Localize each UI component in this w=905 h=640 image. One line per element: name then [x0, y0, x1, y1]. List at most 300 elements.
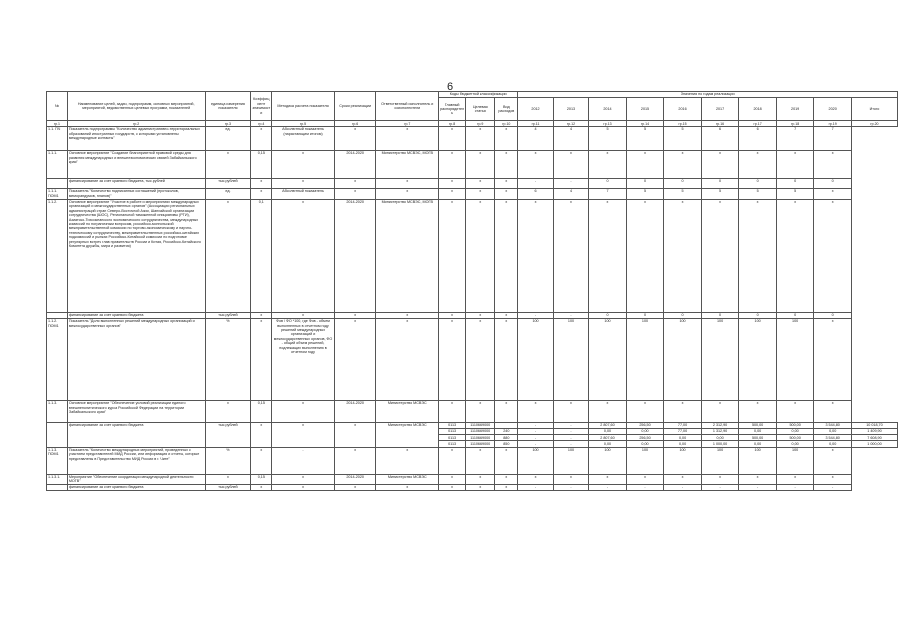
budget-cell: - — [518, 422, 553, 428]
table-cell: х — [626, 400, 664, 422]
column-number-cell: гр.14 — [626, 121, 664, 127]
table-cell: х — [466, 178, 495, 188]
table-cell: х — [334, 178, 376, 188]
budget-cell: 2 807,60 — [589, 435, 627, 441]
table-cell: х — [251, 447, 272, 474]
table-cell: х — [518, 199, 553, 312]
table-cell: х — [376, 178, 439, 188]
table-cell: 1.1.2. ПОМ1 — [47, 318, 68, 400]
table-cell: финансирование за счет краевого бюджета, тыс.рублей — [67, 178, 205, 188]
budget-cell: 0,00 — [739, 428, 777, 434]
table-cell: х — [495, 199, 518, 312]
table-cell: х — [495, 447, 518, 474]
column-number-cell: гр.9 — [466, 121, 495, 127]
table-cell: х — [334, 126, 376, 150]
table-cell: 100 — [739, 318, 777, 400]
header-year: 2015 — [626, 98, 664, 121]
budget-cell: 0,00 — [776, 428, 814, 434]
table-cell: 6 — [739, 126, 777, 150]
table-cell: 0,15 — [251, 150, 272, 178]
table-cell: х — [272, 312, 335, 318]
table-cell: х — [439, 178, 466, 188]
table-cell: х — [626, 474, 664, 485]
table-cell: 100 — [701, 447, 739, 474]
program-indicators-table — [46, 91, 898, 491]
table-cell: Министерство МСВЭС, МОГВ — [376, 150, 439, 178]
table-cell: х — [272, 422, 335, 447]
table-cell: Министерство МСВЭС — [376, 400, 439, 422]
table-cell: х — [466, 318, 495, 400]
table-cell: х — [272, 474, 335, 485]
table-cell: х — [439, 312, 466, 318]
column-number-cell: гр.20 — [851, 121, 897, 127]
table-cell: Основное мероприятие "Участие в работе и мероприятиях международных организаций и межгосударственных органов" (Ассоциации региональных администраций стран Северо-Восточной Азии, Шанхайской организации сотрудничества (ШОС), Региональной таможенной инициативы (РТИ), Азиатско-Тихоокеанского экономического сотрудничества, международных комиссий по пограничным вопросам, российско-монгольской межправительственной комиссии по торгово-экономическому и научно-техническому сотрудничеству, межправительственных российско-китайских подкомиссий и рынках Российско-Китайской комиссии по подготовке регулярных встреч глав правительств России и Китая, Российско-Китайского Комитета дружбы, мира и развития) — [67, 199, 205, 312]
table-cell: х — [251, 485, 272, 491]
table-cell: х — [626, 150, 664, 178]
table-cell: 5 — [739, 188, 777, 199]
table-cell: х — [205, 400, 251, 422]
table-cell: Основное мероприятие "Создание благоприятной правовой среды для развития международных и внешнеэкономических связей Забайкальского края" — [67, 150, 205, 178]
table-cell: х — [495, 178, 518, 188]
table-cell: 0 — [776, 312, 814, 318]
table-cell: х — [518, 150, 553, 178]
table-cell: Министерство МСВЭС — [376, 422, 439, 447]
budget-cell: 0,00 — [589, 441, 627, 447]
budget-cell: 3 544,80 — [814, 422, 852, 428]
table-cell: х — [205, 199, 251, 312]
table-cell: 0 — [589, 178, 627, 188]
table-cell: Министерство МСВЭС, МОГВ — [376, 199, 439, 312]
budget-cell: - — [518, 435, 553, 441]
budget-cell: 1 409,90 — [851, 428, 897, 434]
table-cell: 0 — [701, 312, 739, 318]
table-cell: Показатель "Количество подписанных соглашений (протоколов, меморандумов, планов)" — [67, 188, 205, 199]
header-values: Значения по годам реализации — [518, 92, 898, 98]
table-cell: х — [776, 400, 814, 422]
column-number-cell: гр.6 — [334, 121, 376, 127]
table-cell: 0 — [701, 178, 739, 188]
budget-cell: - — [553, 422, 588, 428]
table-cell: х — [776, 150, 814, 178]
table-cell: х — [664, 400, 702, 422]
column-number-cell: гр.2 — [67, 121, 205, 127]
table-cell: 5 — [626, 126, 664, 150]
table-cell: х — [439, 318, 466, 400]
table-row — [47, 188, 898, 199]
table-cell: х — [589, 474, 627, 485]
header-year: 2018 — [739, 98, 777, 121]
table-cell: 1.1.2. — [47, 199, 68, 312]
table-cell: финансирование за счет краевого бюджета — [67, 422, 205, 447]
header-num: № — [47, 92, 68, 121]
table-cell: х — [251, 422, 272, 447]
table-cell: - — [518, 178, 553, 188]
table-header — [47, 92, 898, 121]
budget-cell: 880 — [495, 435, 518, 441]
table-cell: х — [205, 474, 251, 485]
table-cell: 2014-2020 — [334, 474, 376, 485]
table-cell: 100 — [776, 447, 814, 474]
column-number-cell: гр.5 — [272, 121, 335, 127]
budget-cell: 1 000,00 — [851, 441, 897, 447]
table-cell: х — [495, 474, 518, 485]
budget-cell: 500,00 — [739, 435, 777, 441]
table-cell: х — [439, 150, 466, 178]
budget-cell: 0,00 — [776, 441, 814, 447]
table-cell: х — [439, 188, 466, 199]
header-budget-codes: Коды бюджетной классификации — [439, 92, 518, 98]
table-cell: х — [439, 474, 466, 485]
table-cell: - — [272, 447, 335, 474]
table-row — [47, 150, 898, 178]
table-cell — [47, 422, 68, 447]
table-cell: 5 — [589, 126, 627, 150]
budget-cell: - — [518, 441, 553, 447]
budget-cell: - — [518, 428, 553, 434]
budget-cell: 256,50 — [626, 435, 664, 441]
table-cell: Показатель "Количество международных мероприятий, проведенных с участием представителей МИД России, или информация и отчеты, которые представлены в Представительство МИД России в г. Чите" — [67, 447, 205, 474]
budget-cell: 1110669000 — [466, 428, 495, 434]
table-cell: 100 — [776, 318, 814, 400]
table-cell: - — [518, 485, 553, 491]
table-body — [47, 121, 898, 491]
table-cell: х — [205, 150, 251, 178]
table-cell: 2014-2020 — [334, 150, 376, 178]
table-cell: финансирование за счет краевого бюджета — [67, 485, 205, 491]
table-row — [47, 126, 898, 150]
table-cell: х — [466, 474, 495, 485]
table-cell: 100 — [553, 447, 588, 474]
header-method: Методика расчета показателя — [272, 92, 335, 121]
table-cell: Основное мероприятие "Обеспечение условий реализации единого внешнеполитического курса Российской Федерации на территории Забайкальского края" — [67, 400, 205, 422]
column-number-cell: гр.18 — [776, 121, 814, 127]
table-cell: Абсолютный показатель — [272, 188, 335, 199]
table-cell: х — [439, 400, 466, 422]
table-row — [47, 485, 898, 491]
table-cell: 100 — [664, 447, 702, 474]
table-cell: х — [251, 312, 272, 318]
table-cell: х — [376, 485, 439, 491]
table-row — [47, 447, 898, 474]
table-cell: 100 — [664, 318, 702, 400]
table-cell: х — [814, 199, 852, 312]
header-budget-type: Вид расходов — [495, 98, 518, 121]
budget-cell: - — [553, 441, 588, 447]
table-cell: х — [251, 318, 272, 400]
table-cell: х — [466, 199, 495, 312]
header-year: 2013 — [553, 98, 588, 121]
column-number-cell: гр.1 — [47, 121, 68, 127]
table-cell: - — [589, 485, 627, 491]
column-number-cell: гр.13 — [589, 121, 627, 127]
budget-cell: 0,00 — [589, 428, 627, 434]
header-year: 2020 — [814, 98, 852, 121]
table-cell: 0 — [664, 312, 702, 318]
header-coef: Коэффициент значимости — [251, 92, 272, 121]
table-cell: 4 — [553, 188, 588, 199]
table-cell: х — [553, 199, 588, 312]
budget-cell: 0113 — [439, 441, 466, 447]
header-year: 2019 — [776, 98, 814, 121]
table-cell: 100 — [518, 447, 553, 474]
column-number-cell: гр.3 — [205, 121, 251, 127]
header-period: Сроки реализации — [334, 92, 376, 121]
table-cell: 100 — [701, 318, 739, 400]
table-cell: 0 — [626, 312, 664, 318]
table-cell: 1.1.1. ПОМ1 — [47, 188, 68, 199]
column-number-cell: гр.12 — [553, 121, 588, 127]
table-cell: х — [466, 447, 495, 474]
table-cell: х — [466, 312, 495, 318]
table-cell: х — [664, 150, 702, 178]
table-cell: х — [466, 400, 495, 422]
column-number-cell: гр.8 — [439, 121, 466, 127]
table-cell: х — [466, 126, 495, 150]
table-cell: х — [589, 199, 627, 312]
table-cell: Фов / ФО *100, где Фов - объем выполненных в отчетном году решений международных организаций и межгосударственных органов, ФО - общий объем решений, подлежащих выполнению в отчетном году — [272, 318, 335, 400]
table-cell: х — [495, 126, 518, 150]
table-cell: х — [251, 178, 272, 188]
table-cell: х — [626, 199, 664, 312]
table-cell: х — [272, 400, 335, 422]
table-cell: 4 — [553, 126, 588, 150]
table-cell: х — [439, 199, 466, 312]
table-cell: х — [376, 188, 439, 199]
table-cell: 7 — [814, 126, 852, 150]
table-row — [47, 178, 898, 188]
table-cell: х — [439, 485, 466, 491]
table-cell: Мероприятие "Обеспечение координации международной деятельности МОГВ" — [67, 474, 205, 485]
table-cell: тыс.рублей — [205, 312, 251, 318]
table-cell: Показатель "Доля выполненных решений международных организаций и межгосударственных органов" — [67, 318, 205, 400]
table-cell: х — [495, 312, 518, 318]
table-cell: 5 — [626, 188, 664, 199]
table-cell: - — [553, 312, 588, 318]
table-cell: х — [334, 422, 376, 447]
table-cell: х — [272, 150, 335, 178]
table-cell: х — [814, 400, 852, 422]
table-cell: 2014-2020 — [334, 400, 376, 422]
table-cell: % — [205, 318, 251, 400]
table-cell: 0 — [814, 312, 852, 318]
header-year: 2012 — [518, 98, 553, 121]
table-cell: х — [814, 188, 852, 199]
table-cell: % — [205, 447, 251, 474]
table-cell: х — [334, 318, 376, 400]
budget-cell: 1110669000 — [466, 422, 495, 428]
table-cell: 7 — [776, 126, 814, 150]
table-cell: 0 — [664, 178, 702, 188]
table-cell: х — [376, 447, 439, 474]
table-cell: х — [814, 318, 852, 400]
table-cell: тыс.рублей — [205, 422, 251, 447]
budget-cell: 0,00 — [814, 428, 852, 434]
table-cell: тыс.рублей — [205, 178, 251, 188]
table-cell: х — [814, 150, 852, 178]
table-cell: 100 — [589, 318, 627, 400]
table-cell: ед. — [205, 188, 251, 199]
table-cell: 4 — [518, 126, 553, 150]
table-cell: х — [701, 474, 739, 485]
table-cell: х — [251, 188, 272, 199]
budget-cell: 0113 — [439, 435, 466, 441]
table-cell: - — [776, 485, 814, 491]
column-number-cell: гр.4 — [251, 121, 272, 127]
table-cell: х — [776, 474, 814, 485]
table-cell: 5 — [701, 188, 739, 199]
table-cell: тыс.рублей — [205, 485, 251, 491]
table-cell: х — [466, 485, 495, 491]
table-cell: х — [272, 485, 335, 491]
table-cell: 0 — [776, 178, 814, 188]
table-cell: х — [334, 312, 376, 318]
column-number-cell: гр.15 — [664, 121, 702, 127]
budget-cell: 77,00 — [664, 428, 702, 434]
budget-cell: 850 — [495, 441, 518, 447]
table-cell: х — [701, 150, 739, 178]
table-cell: х — [376, 312, 439, 318]
budget-cell: 3 544,80 — [814, 435, 852, 441]
budget-cell: 500,00 — [776, 422, 814, 428]
table-cell: х — [553, 400, 588, 422]
table-cell: - — [739, 485, 777, 491]
table-cell: 6 — [701, 126, 739, 150]
table-cell: 0,15 — [251, 400, 272, 422]
table-cell: 100 — [589, 447, 627, 474]
table-cell: - — [518, 312, 553, 318]
table-row — [47, 199, 898, 312]
budget-cell: 2 807,60 — [589, 422, 627, 428]
table-cell: ед. — [205, 126, 251, 150]
table-cell: 0 — [589, 312, 627, 318]
page-number: 6 — [447, 81, 454, 93]
column-number-cell: гр.16 — [701, 121, 739, 127]
table-cell: х — [495, 318, 518, 400]
table-cell: х — [553, 150, 588, 178]
table-cell: 1.1.3. — [47, 400, 68, 422]
table-cell: 100 — [739, 447, 777, 474]
table-cell: х — [466, 188, 495, 199]
table-cell: х — [495, 150, 518, 178]
table-cell: х — [251, 126, 272, 150]
table-row — [47, 474, 898, 485]
header-budget-article: Целевая статья — [466, 98, 495, 121]
table-cell: х — [739, 150, 777, 178]
program-table-sheet — [46, 91, 898, 491]
table-cell: 7 — [589, 188, 627, 199]
table-cell: х — [739, 400, 777, 422]
table-cell: 100 — [518, 318, 553, 400]
table-cell: х — [518, 474, 553, 485]
budget-cell: 7 608,90 — [851, 435, 897, 441]
budget-cell: 500,00 — [776, 435, 814, 441]
table-cell: х — [664, 199, 702, 312]
table-cell: 0 — [814, 178, 852, 188]
budget-cell: 0,00 — [739, 441, 777, 447]
table-cell: х — [664, 474, 702, 485]
header-year: 2014 — [589, 98, 627, 121]
budget-cell: 2 312,90 — [701, 422, 739, 428]
header-total: Итого — [851, 98, 897, 121]
column-number-cell: гр.17 — [739, 121, 777, 127]
table-cell: х — [495, 188, 518, 199]
table-cell — [47, 485, 68, 491]
table-cell: - — [701, 485, 739, 491]
budget-cell: 1 000,00 — [701, 441, 739, 447]
table-cell: х — [439, 447, 466, 474]
table-cell: 100 — [626, 447, 664, 474]
budget-cell: 0,00 — [626, 428, 664, 434]
table-cell: х — [701, 199, 739, 312]
header-executor: Ответственный исполнитель и соисполнители — [376, 92, 439, 121]
table-cell: х — [739, 474, 777, 485]
table-cell: х — [376, 126, 439, 150]
table-cell: 0 — [739, 178, 777, 188]
table-cell: 6 — [518, 188, 553, 199]
budget-cell: 0,00 — [626, 441, 664, 447]
budget-cell: 1110669000 — [466, 435, 495, 441]
budget-cell: 0,00 — [664, 435, 702, 441]
header-year: 2016 — [664, 98, 702, 121]
budget-cell: 500,00 — [739, 422, 777, 428]
table-cell: 1.1.3.1. — [47, 474, 68, 485]
table-cell: Министерство МСВЭС — [376, 474, 439, 485]
table-cell: 0,15 — [251, 474, 272, 485]
column-number-cell: гр.7 — [376, 121, 439, 127]
budget-cell: 10 018,70 — [851, 422, 897, 428]
table-cell: х — [518, 400, 553, 422]
header-year: 2017 — [701, 98, 739, 121]
table-cell: - — [553, 485, 588, 491]
budget-cell: 0,00 — [701, 435, 739, 441]
table-cell: 0 — [626, 178, 664, 188]
column-number-cell: гр.11 — [518, 121, 553, 127]
table-cell: х — [776, 199, 814, 312]
header-budget-main: Главный распорядитель — [439, 98, 466, 121]
table-cell: х — [495, 400, 518, 422]
table-cell: 5 — [776, 188, 814, 199]
table-cell: х — [466, 150, 495, 178]
table-cell: - — [626, 485, 664, 491]
table-cell: х — [701, 400, 739, 422]
table-cell: х — [334, 447, 376, 474]
table-cell: 0,1 — [251, 199, 272, 312]
table-cell: х — [589, 150, 627, 178]
table-cell: Показатель подпрограммы "Количество административно-территориальных образований иностранных государств, с которыми установлены международные контакты" — [67, 126, 205, 150]
budget-cell: 77,00 — [664, 422, 702, 428]
budget-cell: 1110669000 — [466, 441, 495, 447]
table-cell: х — [495, 485, 518, 491]
table-cell: 5 — [664, 188, 702, 199]
budget-cell: - — [553, 435, 588, 441]
header-unit: единица измерения показателя — [205, 92, 251, 121]
budget-cell: 0113 — [439, 422, 466, 428]
budget-cell: 1 312,90 — [701, 428, 739, 434]
table-cell: х — [439, 126, 466, 150]
table-cell: - — [553, 178, 588, 188]
table-cell: Абсолютный показатель (нарастающим итогом) — [272, 126, 335, 150]
table-cell: 100 — [553, 318, 588, 400]
table-cell: х — [334, 485, 376, 491]
table-cell: х — [553, 474, 588, 485]
table-cell: х — [272, 178, 335, 188]
column-number-cell: гр.10 — [495, 121, 518, 127]
table-cell: 100 — [626, 318, 664, 400]
table-cell: 1.1.1. — [47, 150, 68, 178]
budget-cell: - — [553, 428, 588, 434]
table-row — [47, 318, 898, 400]
table-row — [47, 400, 898, 422]
